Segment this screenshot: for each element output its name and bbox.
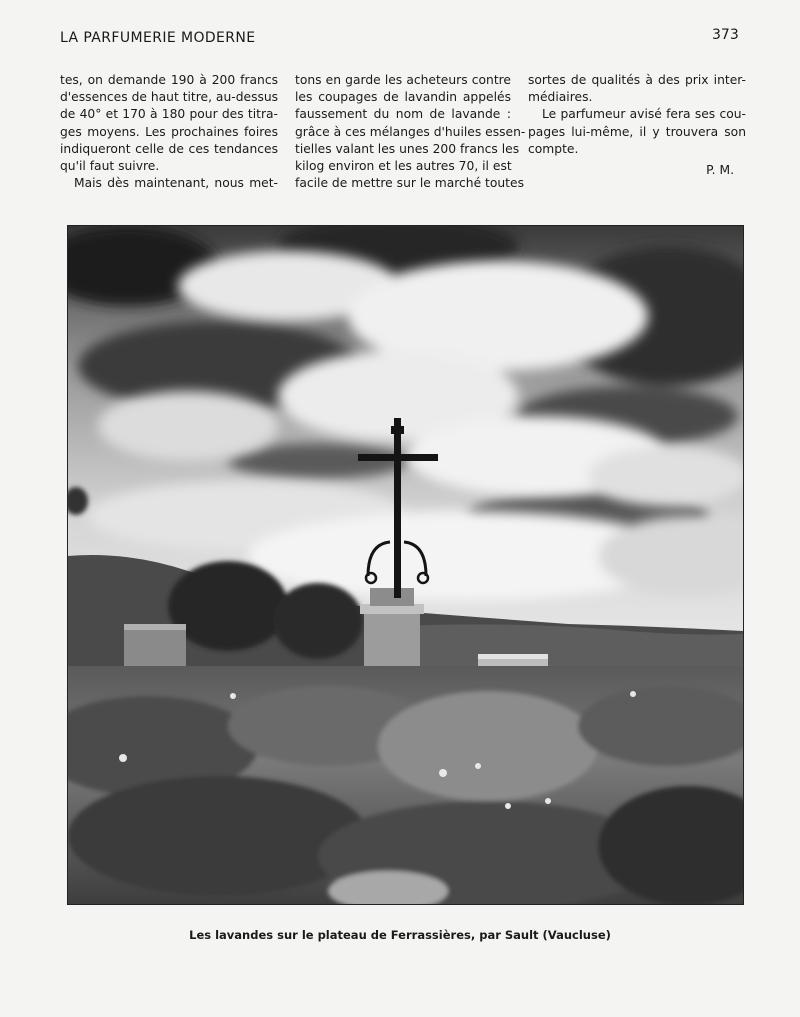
text-line: pages lui-même, il y trouvera son: [528, 124, 746, 139]
text-column-3: [528, 72, 746, 179]
text-line: les coupages de lavandin appelés: [295, 90, 511, 105]
text-line: qu'il faut suivre.: [60, 159, 160, 174]
text-line: grâce à ces mélanges d'huiles essen-: [295, 124, 526, 139]
text-column-1: [60, 72, 278, 192]
text-line: tons en garde les acheteurs contre: [295, 73, 511, 87]
figure-caption: Les lavandes sur le plateau de Ferrassières, par Sault (Vaucluse): [189, 928, 611, 942]
text-line: Le parfumeur avisé fera ses cou-: [542, 107, 746, 122]
text-line: d'essences de haut titre, au-dessus: [60, 90, 279, 105]
page-number: 373: [712, 27, 739, 43]
text-line: sortes de qualités à des prix inter-: [528, 73, 746, 87]
text-line: ges moyens. Les prochaines foires: [60, 124, 278, 139]
text-line: compte.: [528, 141, 579, 156]
text-column-2: [295, 72, 526, 192]
text-line: médiaires.: [528, 90, 593, 105]
text-line: indiqueront celle de ces tendances: [60, 141, 278, 156]
text-line: Mais dès maintenant, nous met-: [74, 176, 278, 191]
author-signature: P. M.: [706, 163, 734, 178]
text-line: facile de mettre sur le marché toutes: [295, 176, 524, 191]
text-line: de 40° et 170 à 180 pour des titra-: [60, 107, 278, 122]
text-line: kilog environ et les autres 70, il est: [295, 159, 512, 174]
text-line: faussement du nom de lavande :: [295, 107, 511, 122]
text-line: tielles valant les unes 200 francs les: [295, 141, 520, 156]
landscape-photograph: [67, 225, 744, 905]
text-line: tes, on demande 190 à 200 francs: [60, 73, 278, 87]
journal-title: LA PARFUMERIE MODERNE: [60, 30, 256, 46]
